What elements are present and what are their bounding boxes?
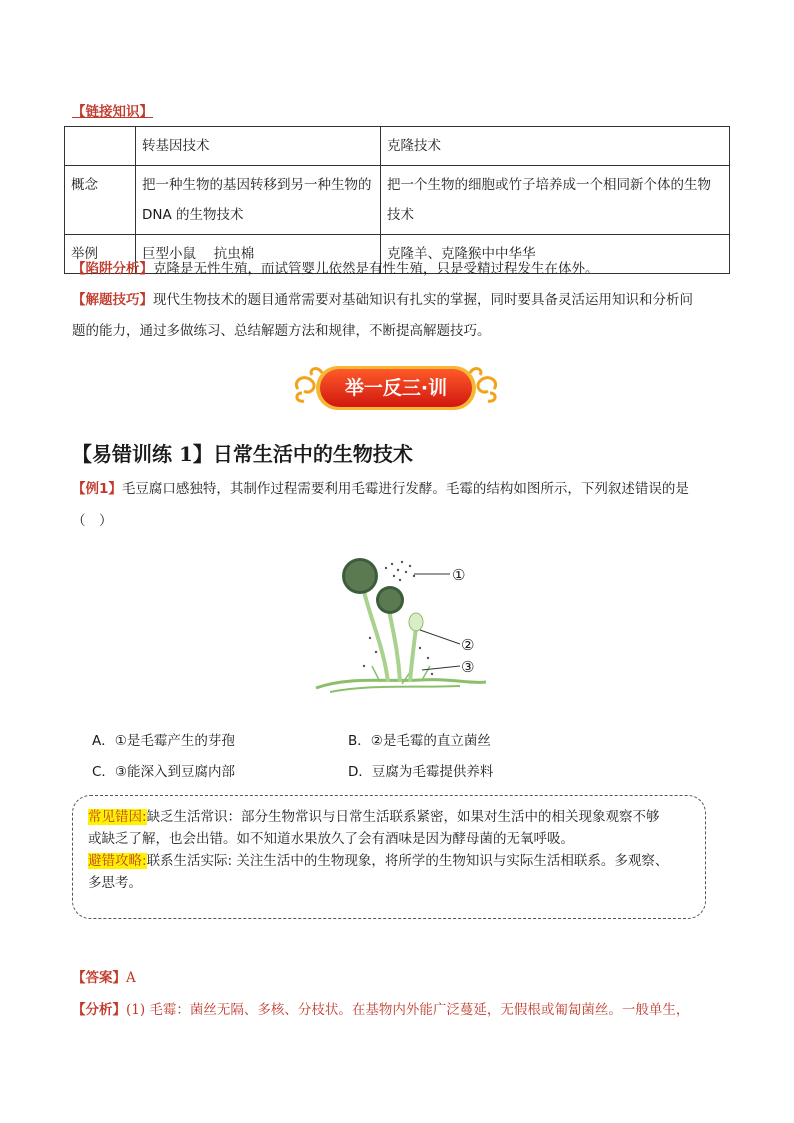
avoid-error-label: 避错攻略:: [88, 853, 147, 869]
figure-label-1: ①: [452, 566, 466, 584]
answer-paren: （ ）: [72, 513, 113, 529]
common-error-label: 常见错因:: [88, 809, 147, 825]
table-cell: 举例: [65, 235, 136, 274]
table-cell: [65, 127, 136, 166]
analysis-text: (1) 毛霉：菌丝无隔、多核、分枝状。在基物内外能广泛蔓延，无假根或匍匐菌丝。一般单生，: [126, 1002, 690, 1018]
table-cell: 转基因技术: [136, 127, 381, 166]
common-error-text: 缺乏生活常识：部分生物常识与日常生活联系紧密，如果对生活中的相关现象观察不够: [146, 809, 660, 825]
table-header-row: [65, 127, 730, 166]
link-knowledge-label: 【链接知识】: [72, 104, 153, 120]
option-d[interactable]: D．豆腐为毛霉提供养料: [348, 764, 494, 780]
example-text: 毛豆腐口感独特，其制作过程需要利用毛霉进行发酵。毛霉的结构如图所示，下列叙述错误的是: [121, 481, 689, 497]
section-title: 【易错训练 1】日常生活中的生物技术: [72, 442, 413, 466]
figure-label-2: ②: [461, 636, 475, 654]
answer-value: A: [126, 970, 136, 986]
example-label: 【例1】: [72, 481, 122, 497]
banner-text: 举一反三·训: [344, 377, 448, 399]
option-c[interactable]: C．③能深入到豆腐内部: [92, 764, 236, 780]
table-cell: 巨型小鼠 抗虫棉: [136, 235, 381, 274]
pitfall-label: 【陷阱分析】: [72, 261, 153, 277]
pitfall-line: [72, 254, 732, 284]
figure-label-3: ③: [461, 658, 475, 676]
mold-structure-figure: [310, 548, 500, 696]
tip-label: 【解题技巧】: [72, 292, 153, 308]
tip-box-line-1: [88, 806, 700, 828]
answer-label: 【答案】: [72, 970, 126, 986]
pitfall-text: 克隆是无性生殖，而试管婴儿依然是有性生殖，只是受精过程发生在体外。: [153, 261, 599, 277]
table-cell: 克隆羊、克隆猴中中华华: [381, 235, 730, 274]
table-row: [65, 166, 730, 235]
tip-line-1: [72, 285, 732, 315]
option-a[interactable]: A．①是毛霉产生的芽孢: [92, 733, 235, 749]
tip-box-line-2: 或缺乏了解，也会出错。如不知道水果放久了会有酒味是因为酵母菌的无氧呼吸。: [88, 831, 574, 847]
section-banner: [290, 363, 502, 413]
table-cell: 把一个生物的细胞或竹子培养成一个相同新个体的生物技术: [381, 166, 730, 235]
comparison-table: [64, 126, 730, 274]
tip-text-1: 现代生物技术的题目通常需要对基础知识有扎实的掌握，同时要具备灵活运用知识和分析问: [153, 292, 693, 308]
tip-box-line-4: 多思考。: [88, 875, 142, 891]
tip-box-line-3: [88, 850, 700, 872]
table-cell: 概念: [65, 166, 136, 235]
answer-line: [72, 966, 136, 986]
example-line: [72, 474, 732, 504]
analysis-label: 【分析】: [72, 1002, 126, 1018]
table-cell: 把一种生物的基因转移到另一种生物的DNA 的生物技术: [136, 166, 381, 235]
avoid-error-text: 联系生活实际: 关注生活中的生物现象，将所学的生物知识与实际生活相联系。多观察、: [146, 853, 669, 869]
tip-line-2: 题的能力，通过多做练习、总结解题方法和规律，不断提高解题技巧。: [72, 323, 491, 339]
table-cell: 克隆技术: [381, 127, 730, 166]
analysis-line: [72, 998, 722, 1018]
option-b[interactable]: B．②是毛霉的直立菌丝: [348, 733, 491, 749]
